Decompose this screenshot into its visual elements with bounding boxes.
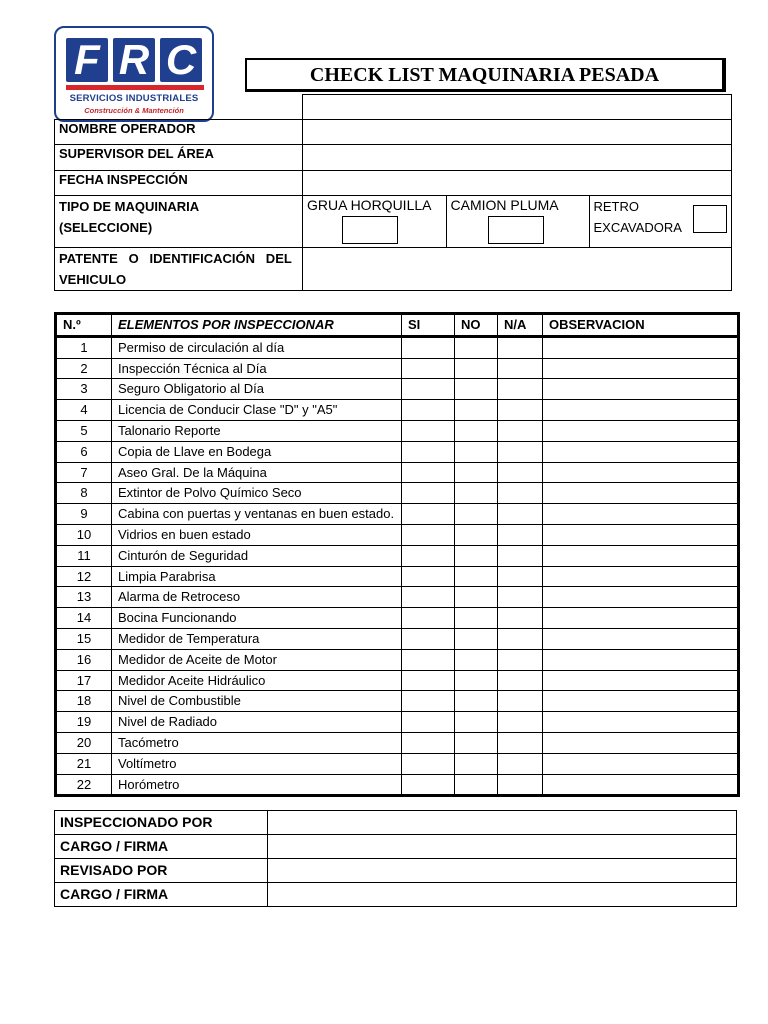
blank-label-cell	[55, 95, 303, 120]
date-label: FECHA INSPECCIÓN	[55, 171, 303, 196]
si-cell[interactable]	[402, 400, 455, 421]
no-cell[interactable]	[455, 608, 498, 629]
supervisor-label: SUPERVISOR DEL ÁREA	[55, 145, 303, 171]
row-number: 14	[56, 608, 112, 629]
row-number: 1	[56, 336, 112, 358]
header-elements: ELEMENTOS POR INSPECCIONAR	[112, 314, 402, 337]
observation-cell[interactable]	[543, 753, 739, 774]
signature-row	[55, 811, 737, 835]
row-number: 17	[56, 670, 112, 691]
row-item: Vidrios en buen estado	[112, 524, 402, 545]
observation-cell[interactable]	[543, 483, 739, 504]
no-cell[interactable]	[455, 379, 498, 400]
reviewer-role-signature-field[interactable]	[268, 883, 737, 907]
supervisor-row	[55, 145, 732, 171]
checklist-row	[56, 649, 739, 670]
observation-cell[interactable]	[543, 628, 739, 649]
no-cell[interactable]	[455, 545, 498, 566]
na-cell[interactable]	[498, 712, 543, 733]
no-cell[interactable]	[455, 628, 498, 649]
no-cell[interactable]	[455, 441, 498, 462]
row-item: Talonario Reporte	[112, 420, 402, 441]
no-cell[interactable]	[455, 483, 498, 504]
no-cell[interactable]	[455, 524, 498, 545]
observation-cell[interactable]	[543, 732, 739, 753]
observation-cell[interactable]	[543, 379, 739, 400]
observation-cell[interactable]	[543, 524, 739, 545]
si-cell[interactable]	[402, 649, 455, 670]
si-cell[interactable]	[402, 587, 455, 608]
signature-row	[55, 883, 737, 907]
observation-cell[interactable]	[543, 712, 739, 733]
na-cell[interactable]	[498, 504, 543, 525]
observation-cell[interactable]	[543, 691, 739, 712]
date-field[interactable]	[303, 171, 732, 196]
si-cell[interactable]	[402, 420, 455, 441]
row-number: 10	[56, 524, 112, 545]
observation-cell[interactable]	[543, 670, 739, 691]
signature-row	[55, 859, 737, 883]
row-number: 22	[56, 774, 112, 796]
si-cell[interactable]	[402, 628, 455, 649]
row-item: Medidor Aceite Hidráulico	[112, 670, 402, 691]
row-item: Limpia Parabrisa	[112, 566, 402, 587]
row-number: 18	[56, 691, 112, 712]
no-cell[interactable]	[455, 462, 498, 483]
na-cell[interactable]	[498, 462, 543, 483]
row-item: Inspección Técnica al Día	[112, 358, 402, 379]
logo-letters	[66, 38, 202, 82]
inspected-by-field[interactable]	[268, 811, 737, 835]
si-cell[interactable]	[402, 712, 455, 733]
machine-type-label	[55, 196, 303, 248]
row-number: 4	[56, 400, 112, 421]
logo-letter-c: C	[160, 38, 202, 82]
na-cell[interactable]	[498, 483, 543, 504]
checklist-row	[56, 358, 739, 379]
no-cell[interactable]	[455, 400, 498, 421]
retro-excavadora-checkbox[interactable]	[693, 205, 727, 233]
checklist-row	[56, 712, 739, 733]
checklist-row	[56, 336, 739, 358]
observation-cell[interactable]	[543, 649, 739, 670]
row-item: Extintor de Polvo Químico Seco	[112, 483, 402, 504]
na-cell[interactable]	[498, 545, 543, 566]
checklist-row	[56, 420, 739, 441]
inspector-role-signature-field[interactable]	[268, 835, 737, 859]
no-cell[interactable]	[455, 358, 498, 379]
option-grua-horquilla-label: GRUA HORQUILLA	[307, 197, 432, 213]
signature-row	[55, 835, 737, 859]
signature-table	[54, 810, 737, 907]
na-cell[interactable]	[498, 649, 543, 670]
supervisor-field[interactable]	[303, 145, 732, 171]
checklist-row	[56, 400, 739, 421]
si-cell[interactable]	[402, 566, 455, 587]
checklist-row	[56, 732, 739, 753]
blank-field[interactable]	[303, 95, 732, 120]
checklist-row	[56, 774, 739, 796]
reviewed-by-field[interactable]	[268, 859, 737, 883]
si-cell[interactable]	[402, 483, 455, 504]
no-cell[interactable]	[455, 587, 498, 608]
no-cell[interactable]	[455, 712, 498, 733]
no-cell[interactable]	[455, 774, 498, 796]
si-cell[interactable]	[402, 753, 455, 774]
na-cell[interactable]	[498, 400, 543, 421]
si-cell[interactable]	[402, 608, 455, 629]
reviewed-by-label: REVISADO POR	[55, 859, 268, 883]
no-cell[interactable]	[455, 336, 498, 358]
na-cell[interactable]	[498, 566, 543, 587]
row-number: 2	[56, 358, 112, 379]
grua-horquilla-checkbox[interactable]	[342, 216, 398, 244]
machine-type-row	[55, 196, 732, 248]
row-item: Cabina con puertas y ventanas en buen estado.	[112, 504, 402, 525]
option-grua-horquilla	[303, 196, 446, 247]
si-cell[interactable]	[402, 358, 455, 379]
na-cell[interactable]	[498, 358, 543, 379]
row-item: Voltímetro	[112, 753, 402, 774]
inspected-by-label: INSPECCIONADO POR	[55, 811, 268, 835]
row-item: Medidor de Aceite de Motor	[112, 649, 402, 670]
checklist-row	[56, 441, 739, 462]
si-cell[interactable]	[402, 336, 455, 358]
checklist-row	[56, 566, 739, 587]
no-cell[interactable]	[455, 504, 498, 525]
row-item: Copia de Llave en Bodega	[112, 441, 402, 462]
operator-field[interactable]	[303, 120, 732, 145]
si-cell[interactable]	[402, 774, 455, 796]
no-cell[interactable]	[455, 649, 498, 670]
na-cell[interactable]	[498, 670, 543, 691]
row-number: 15	[56, 628, 112, 649]
checklist-row	[56, 628, 739, 649]
na-cell[interactable]	[498, 524, 543, 545]
checklist-row	[56, 670, 739, 691]
row-item: Nivel de Radiado	[112, 712, 402, 733]
plate-label	[55, 248, 303, 291]
observation-cell[interactable]	[543, 400, 739, 421]
header-na: N/A	[498, 314, 543, 337]
observation-cell[interactable]	[543, 774, 739, 796]
option-camion-pluma-label: CAMION PLUMA	[450, 197, 559, 213]
header-number: N.º	[56, 314, 112, 337]
logo-subtitle: SERVICIOS INDUSTRIALES	[69, 93, 199, 104]
checklist-row	[56, 608, 739, 629]
machine-options-table	[303, 196, 731, 247]
logo-tagline: Construcción & Mantención	[84, 106, 184, 115]
na-cell[interactable]	[498, 774, 543, 796]
row-item: Permiso de circulación al día	[112, 336, 402, 358]
row-item: Bocina Funcionando	[112, 608, 402, 629]
machine-type-options	[303, 196, 732, 248]
na-cell[interactable]	[498, 628, 543, 649]
checklist-header-row	[56, 314, 739, 337]
si-cell[interactable]	[402, 691, 455, 712]
checklist-row	[56, 691, 739, 712]
row-number: 16	[56, 649, 112, 670]
option-camion-pluma	[446, 196, 589, 247]
plate-field[interactable]	[303, 248, 732, 291]
na-cell[interactable]	[498, 587, 543, 608]
header-no: NO	[455, 314, 498, 337]
inspection-checklist-table	[54, 312, 740, 797]
na-cell[interactable]	[498, 753, 543, 774]
na-cell[interactable]	[498, 732, 543, 753]
checklist-row	[56, 504, 739, 525]
row-number: 5	[56, 420, 112, 441]
row-item: Aseo Gral. De la Máquina	[112, 462, 402, 483]
observation-cell[interactable]	[543, 441, 739, 462]
operator-label: NOMBRE OPERADOR	[55, 120, 303, 145]
si-cell[interactable]	[402, 524, 455, 545]
row-item: Horómetro	[112, 774, 402, 796]
si-cell[interactable]	[402, 670, 455, 691]
si-cell[interactable]	[402, 379, 455, 400]
row-item: Tacómetro	[112, 732, 402, 753]
row-item: Seguro Obligatorio al Día	[112, 379, 402, 400]
checklist-row	[56, 753, 739, 774]
checklist-row	[56, 379, 739, 400]
row-number: 3	[56, 379, 112, 400]
document-title: CHECK LIST MAQUINARIA PESADA	[245, 58, 726, 92]
no-cell[interactable]	[455, 753, 498, 774]
no-cell[interactable]	[455, 670, 498, 691]
na-cell[interactable]	[498, 420, 543, 441]
checklist-row	[56, 524, 739, 545]
observation-cell[interactable]	[543, 358, 739, 379]
row-item: Cinturón de Seguridad	[112, 545, 402, 566]
plate-label-line1: PATENTE O IDENTIFICACIÓN DEL	[59, 251, 292, 266]
si-cell[interactable]	[402, 732, 455, 753]
observation-cell[interactable]	[543, 566, 739, 587]
row-number: 21	[56, 753, 112, 774]
row-number: 20	[56, 732, 112, 753]
observation-cell[interactable]	[543, 462, 739, 483]
na-cell[interactable]	[498, 441, 543, 462]
checklist-row	[56, 587, 739, 608]
option-retro-label: RETRO	[593, 199, 639, 214]
na-cell[interactable]	[498, 379, 543, 400]
header-info-table	[54, 94, 732, 291]
no-cell[interactable]	[455, 691, 498, 712]
checklist-row	[56, 545, 739, 566]
header-observacion: OBSERVACION	[543, 314, 739, 337]
row-number: 6	[56, 441, 112, 462]
no-cell[interactable]	[455, 732, 498, 753]
row-number: 13	[56, 587, 112, 608]
observation-cell[interactable]	[543, 504, 739, 525]
na-cell[interactable]	[498, 608, 543, 629]
si-cell[interactable]	[402, 462, 455, 483]
si-cell[interactable]	[402, 504, 455, 525]
row-item: Nivel de Combustible	[112, 691, 402, 712]
row-number: 7	[56, 462, 112, 483]
checklist-row	[56, 483, 739, 504]
header-si: SI	[402, 314, 455, 337]
option-excavadora-label: EXCAVADORA	[593, 220, 682, 235]
row-number: 11	[56, 545, 112, 566]
row-number: 9	[56, 504, 112, 525]
observation-cell[interactable]	[543, 587, 739, 608]
camion-pluma-checkbox[interactable]	[488, 216, 544, 244]
no-cell[interactable]	[455, 566, 498, 587]
option-retro-excavadora	[589, 196, 731, 247]
observation-cell[interactable]	[543, 545, 739, 566]
inspector-role-signature-label: CARGO / FIRMA	[55, 835, 268, 859]
na-cell[interactable]	[498, 691, 543, 712]
machine-type-label-line2: (SELECCIONE)	[59, 220, 153, 235]
checklist-row	[56, 462, 739, 483]
si-cell[interactable]	[402, 441, 455, 462]
logo-red-bar	[66, 85, 204, 90]
row-item: Alarma de Retroceso	[112, 587, 402, 608]
logo-letter-r: R	[113, 38, 155, 82]
si-cell[interactable]	[402, 545, 455, 566]
row-number: 8	[56, 483, 112, 504]
na-cell[interactable]	[498, 336, 543, 358]
date-row	[55, 171, 732, 196]
operator-row	[55, 120, 732, 145]
reviewer-role-signature-label: CARGO / FIRMA	[55, 883, 268, 907]
observation-cell[interactable]	[543, 420, 739, 441]
blank-row	[55, 95, 732, 120]
row-item: Licencia de Conducir Clase "D" y "A5"	[112, 400, 402, 421]
observation-cell[interactable]	[543, 336, 739, 358]
plate-row	[55, 248, 732, 291]
no-cell[interactable]	[455, 420, 498, 441]
row-item: Medidor de Temperatura	[112, 628, 402, 649]
row-number: 12	[56, 566, 112, 587]
machine-type-label-line1: TIPO DE MAQUINARIA	[59, 199, 200, 214]
logo-letter-f: F	[66, 38, 108, 82]
row-number: 19	[56, 712, 112, 733]
plate-label-line2: VEHICULO	[59, 272, 127, 287]
observation-cell[interactable]	[543, 608, 739, 629]
